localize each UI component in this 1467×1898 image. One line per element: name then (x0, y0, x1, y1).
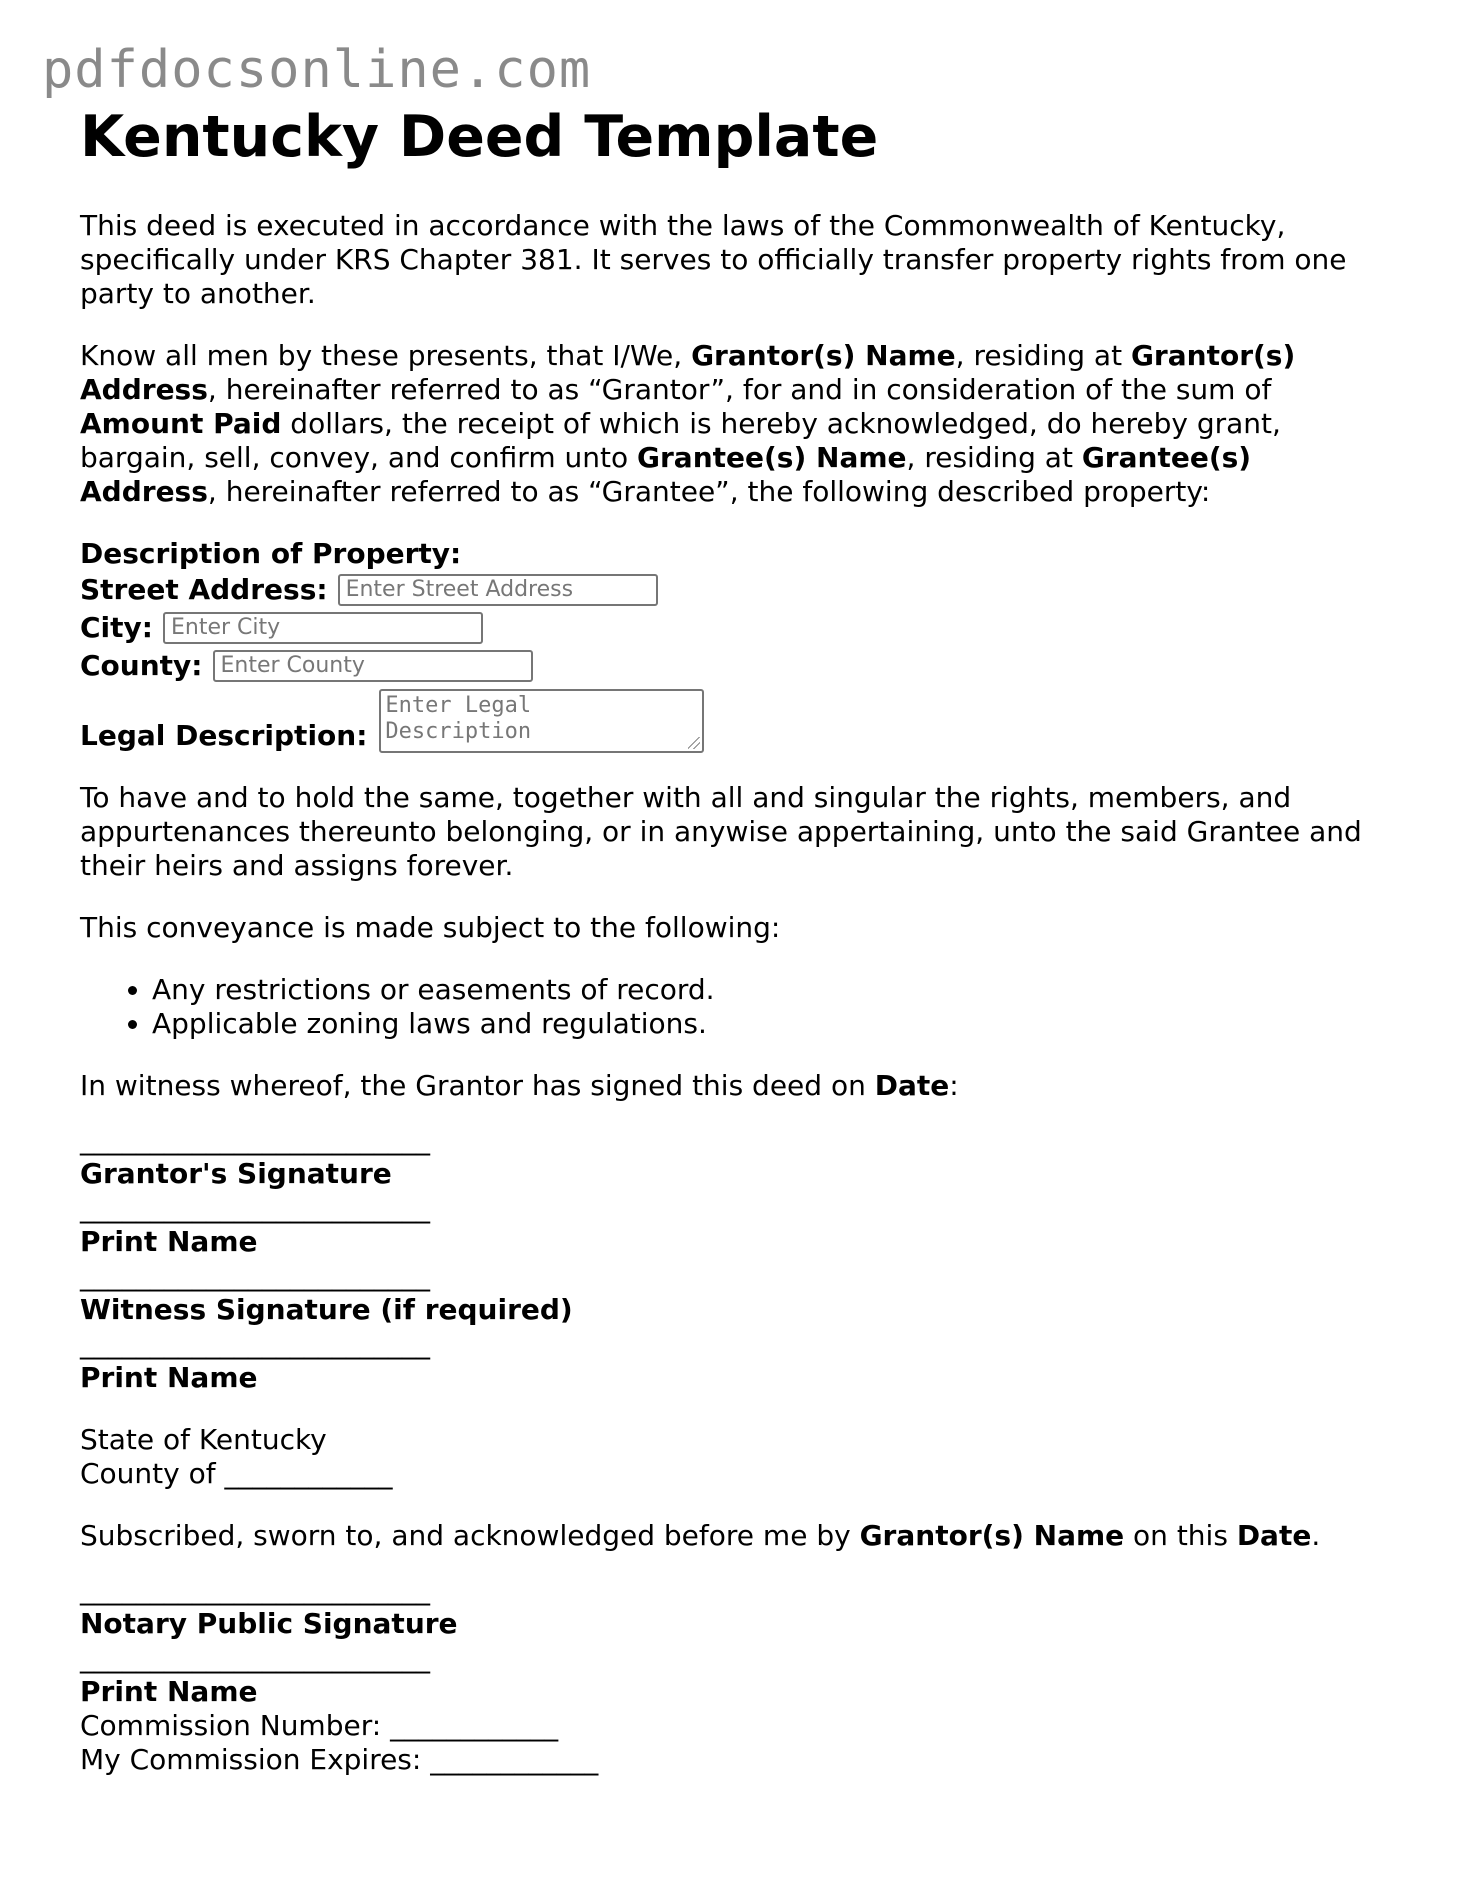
street-label: Street Address: (80, 573, 328, 607)
list-item: • Any restrictions or easements of record. (152, 973, 1390, 1007)
commission-number: Commission Number: ____________ (80, 1709, 559, 1743)
signature-line[interactable]: _________________________ (80, 1327, 430, 1361)
list-item: • Applicable zoning laws and regulations. (152, 1007, 1390, 1041)
commission-expires: My Commission Expires: ____________ (80, 1743, 599, 1777)
property-heading-text: Description of Property: (80, 537, 462, 571)
county-row (80, 647, 1390, 685)
grant-text-3: , hereinafter referred to as “Grantor”, for and in consideration of the sum of (207, 373, 1272, 407)
signature-line[interactable]: _________________________ (80, 1191, 430, 1225)
legal-label: Legal Description: (80, 719, 368, 753)
witness-signature-label: Witness Signature (if required) (80, 1293, 573, 1327)
city-row (80, 609, 1390, 647)
grant-text-2: , residing at (955, 339, 1131, 373)
property-description (80, 537, 1390, 753)
page-title: Kentucky Deed Template (80, 104, 879, 170)
witness-paragraph (80, 1069, 1390, 1103)
legal-row (80, 689, 1390, 753)
grant-text-1: Know all men by these presents, that I/We, (80, 339, 692, 373)
county-label: County: (80, 649, 203, 683)
county-line: County of ____________ (80, 1457, 393, 1491)
witness-colon: : (949, 1069, 959, 1103)
witness-date: Date (874, 1069, 950, 1103)
ack-grantor-name: Grantor(s) Name (859, 1519, 1125, 1553)
legal-description-textarea[interactable] (379, 689, 704, 753)
county-input[interactable]: Enter County (213, 650, 533, 682)
grant-paragraph (80, 339, 1390, 509)
street-row (80, 571, 1390, 609)
grantor-signature-block (80, 1123, 1390, 1191)
signature-line[interactable]: _________________________ (80, 1641, 430, 1675)
acknowledgment-paragraph (80, 1519, 1390, 1553)
ack-text-1: Subscribed, sworn to, and acknowledged before me by (80, 1519, 860, 1553)
witness-signature-block (80, 1259, 1390, 1327)
intro-paragraph: This deed is executed in accordance with the laws of the Commonwealth of Kentucky, specifically under KRS Chapter 381. It serves to officially transfer property rights from one party to another. (80, 209, 1347, 311)
ack-text-2: on this (1124, 1519, 1237, 1553)
city-input[interactable]: Enter City (163, 612, 483, 644)
grantee-address: Grantee(s) Address (80, 441, 1252, 509)
ack-text-3: . (1311, 1519, 1321, 1553)
resize-grip-icon[interactable] (688, 737, 700, 749)
street-address-input[interactable]: Enter Street Address (338, 574, 658, 606)
document (80, 103, 1390, 1777)
grant-text-5: , residing at (906, 441, 1082, 475)
signature-line[interactable]: _________________________ (80, 1259, 430, 1293)
witness-text: In witness whereof, the Grantor has signed this deed on (80, 1069, 875, 1103)
legal-placeholder: Enter Legal Description (385, 693, 532, 745)
grantor-signature-label: Grantor's Signature (80, 1157, 392, 1191)
grantee-name: Grantee(s) Name (637, 441, 907, 475)
state-line: State of Kentucky (80, 1423, 327, 1457)
print-name-block-2 (80, 1327, 1390, 1395)
subject-intro: This conveyance is made subject to the following: (80, 911, 781, 945)
property-heading (80, 537, 1390, 571)
grantor-address: Grantor(s) Address (80, 339, 1296, 407)
print-name-label: Print Name (80, 1361, 258, 1395)
notary-print-name-label: Print Name (80, 1675, 258, 1709)
city-label: City: (80, 611, 153, 645)
signature-line[interactable]: _________________________ (80, 1123, 430, 1157)
notary-signature-block (80, 1573, 1390, 1641)
signature-line[interactable]: _________________________ (80, 1573, 430, 1607)
subject-list (80, 973, 1390, 1041)
venue-block (80, 1423, 1390, 1491)
habendum-paragraph: To have and to hold the same, together with all and singular the rights, members, and appurtenances thereunto belonging, or in anywise appertaining, unto the said Grantee and their heirs and assigns forever. (80, 781, 1362, 883)
ack-date: Date (1236, 1519, 1312, 1553)
notary-print-name-block (80, 1641, 1390, 1777)
watermark: pdfdocsonline.com (42, 40, 592, 100)
grant-text-6: , hereinafter referred to as “Grantee”, the following described property: (207, 475, 1211, 509)
print-name-block-1 (80, 1191, 1390, 1259)
grant-text-4: dollars, the receipt of which is hereby acknowledged, do hereby grant, bargain, sell, convey, and confirm unto (80, 407, 1281, 475)
notary-signature-label: Notary Public Signature (80, 1607, 458, 1641)
grantor-name: Grantor(s) Name (691, 339, 956, 373)
print-name-label: Print Name (80, 1225, 258, 1259)
amount-paid: Amount Paid (80, 407, 282, 441)
